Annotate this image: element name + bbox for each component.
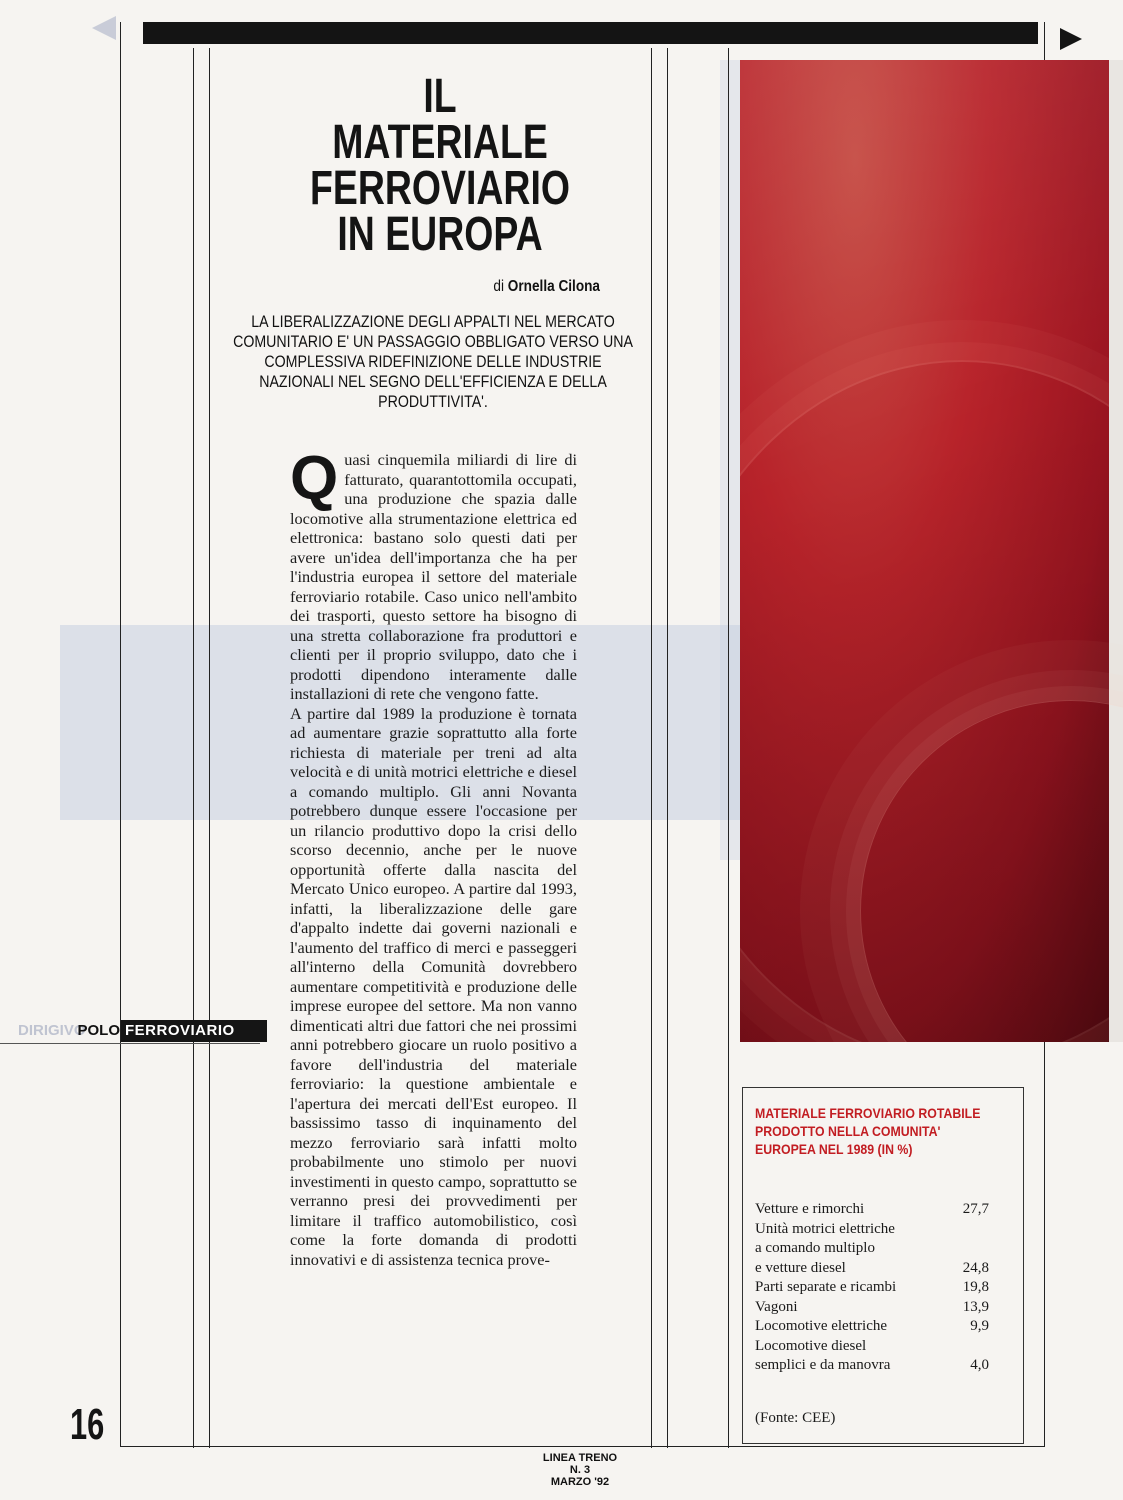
- header-bar: [143, 22, 1038, 44]
- article-paragraph: A partire dal 1989 la produzione è tornata ad aumentare grazie soprattutto alla forte richiesta di materiale per treni ad alta velocità e di unità motrici elettriche e diesel a comando multiplo. Gli anni Novanta potrebbero dunque essere l'occasione per un rilancio produttivo dopo la crisi dello scorso decennio, anche per le nuove opportunità offerte dalla nascita del Mercato Unico europeo. A partire dal 1993, infatti, la liberalizzazione delle gare d'appalto indette dai governi nazionali e l'aumento del traffico di merci e passeggeri all'interno della Comunità dovrebbero aumentare competitività e produzione delle imprese europee del settore. Ma non vanno dimenticati altri due fattori che nei prossimi anni potrebbero giocare un ruolo positivo a favore dell'industria del materiale ferroviario: la questione ambientale e l'apertura dei mercati dell'Est europeo. Il bassissimo tasso di inquinamento del mezzo ferroviario sarà infatti molto probabilmente uno stimolo per nuovi investimenti in questo campo, soprattutto se verranno presi dei provvedimenti per limitare il traffico automobilistico, così come la forte domanda di prodotti innovativi e di assistenza tecnica prove-: [290, 703, 577, 1269]
- row-value: 27,7: [962, 1201, 989, 1217]
- row-label: Locomotive diesel: [755, 1337, 867, 1354]
- section-label-polo: POLO: [77, 1022, 120, 1039]
- byline-author: Ornella Cilona: [507, 278, 600, 295]
- frame-rule: [120, 1446, 1045, 1447]
- headline-line: IL: [423, 70, 457, 123]
- feature-photo: [740, 60, 1123, 1042]
- standfirst: LA LIBERALIZZAZIONE DEGLI APPALTI NEL MERCATO COMUNITARIO E' UN PASSAGGIO OBBLIGATO VERSO UNA COMPLESSIVA RIDEFINIZIONE DELLE INDUSTRIE NAZIONALI NEL SEGNO DELL'EFFICIENZA E DELLA PRODUTTIVITA'.: [233, 313, 633, 411]
- row-label: Vetture e rimorchi: [755, 1201, 865, 1217]
- row-label: Unità motrici elettriche: [755, 1220, 895, 1237]
- footer-masthead: [525, 1452, 635, 1488]
- table-row: [755, 1220, 989, 1240]
- section-ghost: DIRIGIVO: [18, 1022, 86, 1039]
- table-row: [755, 1317, 989, 1337]
- table-row: [755, 1337, 989, 1357]
- footer-date: MARZO '92: [550, 1476, 610, 1488]
- drop-cap: Q: [290, 444, 339, 513]
- table-row: [755, 1278, 989, 1298]
- sidebox-source: (Fonte: CEE): [755, 1410, 836, 1426]
- frame-rule: [667, 48, 668, 1448]
- article-paragraph: [290, 444, 577, 704]
- row-value: 4,0: [970, 1357, 989, 1373]
- headline-line: IN EUROPA: [337, 208, 543, 261]
- article-body: [290, 444, 577, 1269]
- headline-line: FERROVIARIO: [309, 162, 571, 215]
- table-row: [755, 1259, 989, 1279]
- row-value: 19,8: [962, 1279, 989, 1295]
- paragraph-text: uasi cinquemila miliardi di lire di fatturato, quarantottomila occupati, una produzione che spazia dalle locomotive alla strumentazione elettrica ed elettronica: bastano solo questi dati per avere un'idea dell'importanza che ha per l'industria europea il settore del materiale ferroviario rotabile. Caso unico nell'ambito dei trasporti, questo settore ha bisogno di una stretta collaborazione fra produttori e clienti per il proprio sviluppo, dato che i prodotti dipendono interamente dalle installazioni di rete che vengono fatte.: [290, 450, 577, 703]
- headline-line: MATERIALE: [332, 116, 548, 169]
- row-label: a comando multiplo: [755, 1240, 875, 1256]
- frame-rule: [193, 48, 194, 1448]
- table-row: [755, 1239, 989, 1259]
- row-label: Parti separate e ricambi: [755, 1279, 897, 1295]
- sidebox-title: MATERIALE FERROVIARIO ROTABILE PRODOTTO NELLA COMUNITA' EUROPEA NEL 1989 (IN %): [755, 1105, 981, 1157]
- frame-rule: [728, 48, 729, 1448]
- row-label: Vagoni: [755, 1298, 798, 1315]
- headline: [300, 70, 581, 261]
- table-row: [755, 1200, 989, 1220]
- prev-arrow-icon: [92, 16, 116, 40]
- stats-table: [755, 1200, 989, 1376]
- row-value: 13,9: [962, 1298, 989, 1315]
- page-number: 16: [70, 1400, 105, 1449]
- row-label: semplici e da manovra: [755, 1357, 891, 1373]
- photo-sheen: [740, 60, 1123, 1042]
- row-value: 9,9: [970, 1318, 989, 1334]
- frame-rule: [120, 22, 121, 1447]
- row-value: [939, 1220, 989, 1240]
- footer-issue: N. 3: [569, 1464, 591, 1476]
- byline-prefix: di: [493, 278, 505, 295]
- row-label: Locomotive elettriche: [755, 1318, 888, 1334]
- row-value: [939, 1239, 989, 1259]
- frame-rule: [209, 48, 210, 1448]
- section-label-ferroviario: FERROVIARIO: [121, 1020, 267, 1042]
- frame-rule: [651, 48, 652, 1448]
- table-row: [755, 1356, 989, 1376]
- frame-rule: [0, 1043, 260, 1044]
- table-row: [755, 1298, 989, 1318]
- byline: [345, 278, 600, 296]
- photo-edge: [1109, 60, 1123, 1042]
- stats-sidebox: [742, 1087, 1024, 1444]
- footer-magazine: LINEA TRENO: [542, 1452, 618, 1464]
- row-label: e vetture diesel: [755, 1259, 846, 1276]
- row-value: [939, 1337, 989, 1357]
- row-value: 24,8: [962, 1259, 989, 1276]
- next-arrow-icon: [1060, 28, 1082, 50]
